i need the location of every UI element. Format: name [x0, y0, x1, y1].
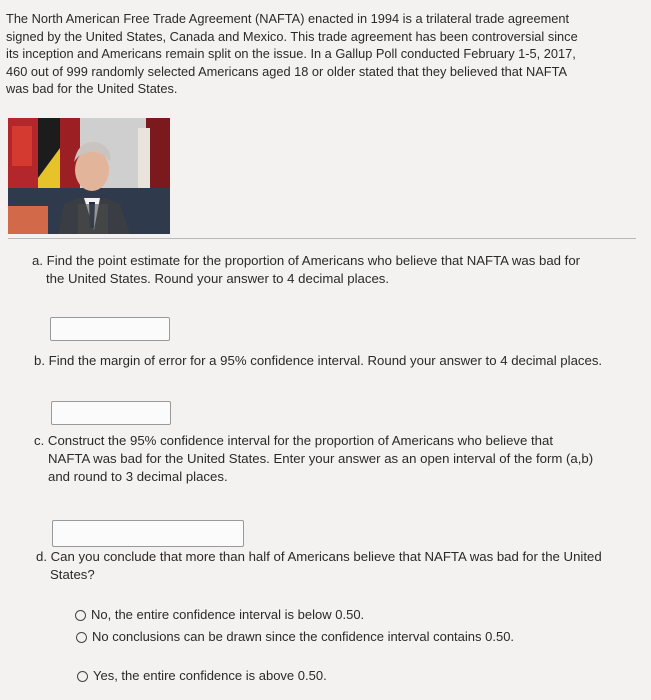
intro-line: its inception and Americans remain split on the issue. In a Gallup Poll conducted February 1-5, 2017, [6, 46, 576, 62]
question-c-text: c. Construct the 95% confidence interval for the proportion of Americans who believe that [34, 433, 553, 448]
question-d-text: States? [50, 567, 95, 582]
problem-intro [6, 10, 636, 98]
intro-line: signed by the United States, Canada and Mexico. This trade agreement has been controversial since [6, 28, 578, 44]
question-a-text: the United States. Round your answer to 4 decimal places. [46, 271, 390, 286]
question-a [32, 252, 632, 288]
section-divider [8, 238, 636, 239]
question-a-text: a. Find the point estimate for the proportion of Americans who believe that NAFTA was bad for [32, 253, 581, 268]
option-above[interactable] [77, 667, 327, 685]
radio-icon[interactable] [77, 671, 88, 682]
speaker-photo [8, 118, 170, 234]
option-no-conclusion[interactable] [76, 628, 514, 646]
question-c-text: NAFTA was bad for the United States. Enter your answer as an open interval of the form (a,b) [48, 451, 594, 466]
question-d [36, 548, 648, 584]
answer-b-input[interactable] [51, 401, 171, 425]
option-label: No, the entire confidence interval is below 0.50. [91, 607, 365, 622]
intro-line: The North American Free Trade Agreement (NAFTA) enacted in 1994 is a trilateral trade agreement [6, 11, 570, 26]
answer-c-input[interactable] [52, 520, 244, 547]
option-below[interactable] [75, 606, 364, 624]
intro-line: was bad for the United States. [6, 81, 178, 97]
question-d-text: d. Can you conclude that more than half of Americans believe that NAFTA was bad for the United [36, 549, 602, 564]
option-label: Yes, the entire confidence is above 0.50. [93, 668, 327, 683]
radio-icon[interactable] [75, 610, 86, 621]
question-b [34, 352, 644, 370]
radio-icon[interactable] [76, 632, 87, 643]
question-c [34, 432, 634, 486]
option-label: No conclusions can be drawn since the confidence interval contains 0.50. [92, 629, 515, 644]
intro-line: 460 out of 999 randomly selected Americans aged 18 or older stated that they believed that NAFTA [6, 63, 568, 79]
question-b-text: b. Find the margin of error for a 95% confidence interval. Round your answer to 4 decimal places. [34, 353, 603, 368]
answer-a-input[interactable] [50, 317, 170, 341]
question-c-text: and round to 3 decimal places. [48, 469, 228, 484]
